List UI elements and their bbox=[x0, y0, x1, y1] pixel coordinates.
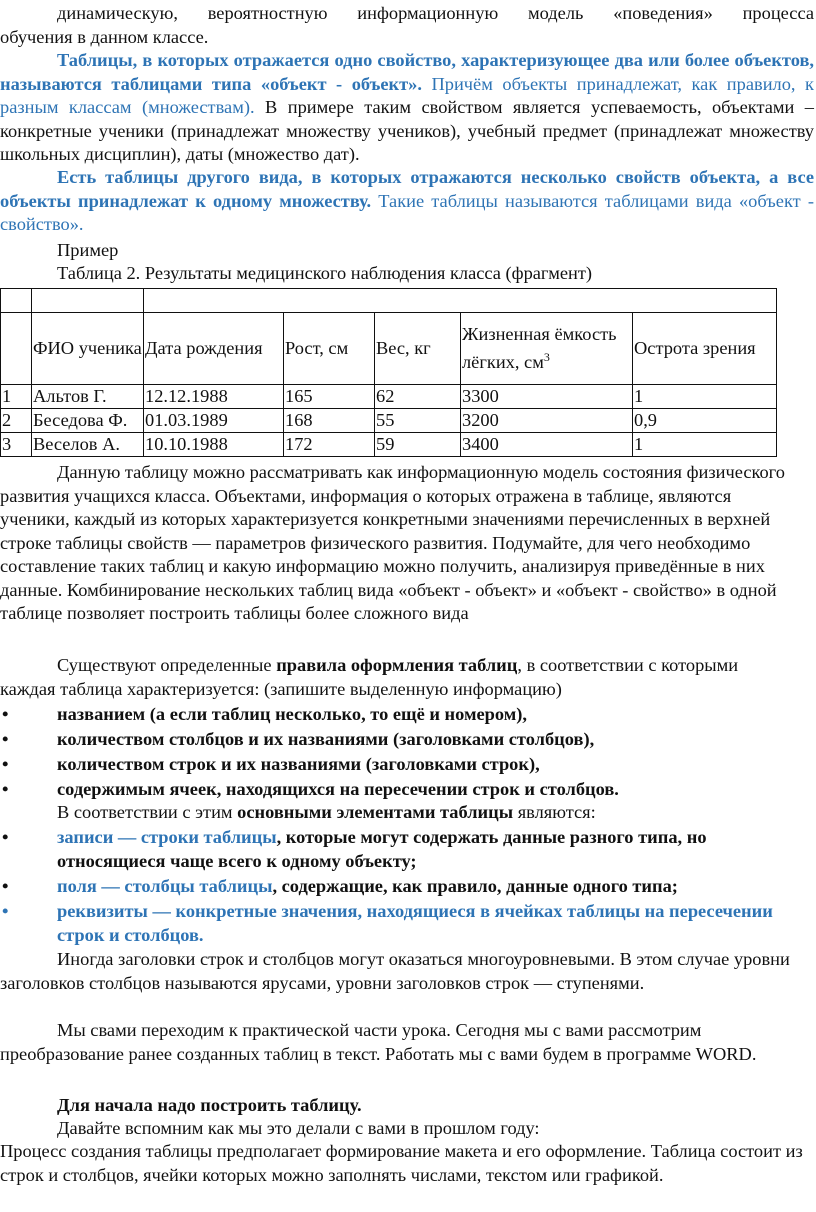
list-item: • названием (а если таблиц несколько, то ещё и номером), bbox=[0, 703, 816, 727]
table-row: 2 Беседова Ф. 01.03.1989 168 55 3200 0,9 bbox=[1, 409, 777, 433]
table-row: 3 Веселов А. 10.10.1988 172 59 3400 1 bbox=[1, 433, 777, 457]
header-cell: ФИО ученика bbox=[32, 313, 144, 385]
heading-build-table: Для начала надо построить таблицу. bbox=[57, 1095, 362, 1115]
paragraph-table-creation: Процесс создания таблицы предполагает формирование макета и его оформление. Таблица состоит из строк и столбцов, ячейки которых можно заполнять числами, текстом или графикой. bbox=[0, 1141, 803, 1185]
bullet-icon: • bbox=[2, 729, 9, 749]
paragraph-table-rules: Существуют определенные правила оформления таблиц, в соответствии с которыми каждая таблица характеризуется: (запишите выделенную информацию) bbox=[0, 655, 739, 699]
term-fields: поля — столбцы таблицы bbox=[57, 876, 273, 896]
table-row: 1 Альтов Г. 12.12.1988 165 62 3300 1 bbox=[1, 385, 777, 409]
bullet-icon: • bbox=[2, 827, 9, 847]
list-item bbox=[0, 900, 816, 947]
paragraph-object-object: Таблицы, в которых отражается одно свойство, характеризующее два или более объектов, называются таблицами типа «объект - объект». Причём объекты принадлежат, как правило, к разным классам (множествам). В примере таким свойством является успеваемость, объектами – конкретные ученики (принадлежат множеству учеников), учебный предмет (принадлежат множеству школьных дисциплин), даты (множество дат). bbox=[0, 50, 814, 164]
bullet-icon: • bbox=[2, 876, 9, 896]
bullet-icon: • bbox=[2, 754, 9, 774]
header-cell bbox=[1, 313, 32, 385]
header-cell: Рост, см bbox=[284, 313, 375, 385]
rules-term: правила оформления таблиц bbox=[276, 655, 518, 675]
bullet-icon: • bbox=[2, 901, 9, 921]
note-object-property: Такие таблицы называются таблицами вида «объект - свойство». bbox=[0, 190, 814, 234]
header-cell: Вес, кг bbox=[375, 313, 461, 385]
paragraph-object-property bbox=[0, 166, 814, 237]
bullet-icon: • bbox=[2, 779, 9, 799]
term-records: записи — строки таблицы bbox=[57, 827, 277, 847]
main-elements-term: основными элементами таблицы bbox=[237, 802, 514, 822]
list-item: • поля — столбцы таблицы, содержащие, как правило, данные одного типа; bbox=[0, 875, 816, 899]
medical-observation-table bbox=[0, 288, 777, 457]
paragraph-multilevel-headers: Иногда заголовки строк и столбцов могут оказаться многоуровневыми. В этом случае уровни заголовков столбцов называются ярусами, уровни заголовков строк — ступенями. bbox=[0, 949, 790, 993]
header-cell: Острота зрения bbox=[633, 313, 777, 385]
paragraph-main-elements: В соответствии с этим основными элементами таблицы являются: bbox=[57, 802, 596, 822]
table-header-row bbox=[1, 313, 777, 385]
bullet-icon: • bbox=[2, 704, 9, 724]
term-requisites: реквизиты — конкретные значения, находящиеся в ячейках таблицы на пересечении строк и столбцов. bbox=[57, 901, 773, 945]
header-cell: Дата рождения bbox=[144, 313, 284, 385]
paragraph-table-analysis: Данную таблицу можно рассматривать как информационную модель состояния физического развития учащихся класса. Объектами, информация о которых отражена в таблице, являются ученики, каждый из которых характеризуется конкретными значениями перечисленных в верхней строке таблицы свойств — параметров физического развития. Подумайте, для чего необходимо составление таких таблиц и какую информацию можно получить, анализируя приведённые в них данные. Комбинирование нескольких таблиц вида «объект - объект» и «объект - свойство» в одной таблице позволяет построить таблицы более сложного вида bbox=[0, 462, 785, 623]
definition-object-property: Есть таблицы другого вида, в которых отражаются несколько свойств объекта, а все объекты принадлежат к одному множеству. bbox=[0, 167, 814, 211]
list-item: • количеством столбцов и их названиями (заголовками столбцов), bbox=[0, 728, 816, 752]
list-item: • записи — строки таблицы, которые могут содержать данные разного типа, но относящиеся чаще всего к одному объекту; bbox=[2, 827, 707, 871]
table-empty-row bbox=[1, 289, 777, 313]
list-item: • количеством строк и их названиями (заголовками строк), bbox=[0, 753, 816, 777]
paragraph-recall: Давайте вспомним как мы это делали с вами в прошлом году: bbox=[57, 1118, 540, 1138]
paragraph-practical-part: Мы свами переходим к практической части урока. Сегодня мы с вами рассмотрим преобразование ранее созданных таблиц в текст. Работать мы с вами будем в программе WORD. bbox=[0, 1020, 757, 1064]
table-caption: Таблица 2. Результаты медицинского наблюдения класса (фрагмент) bbox=[57, 263, 593, 283]
note-classes: Причём объекты принадлежат, как правило, к разным классам (множествам). bbox=[0, 73, 814, 117]
paragraph-intro: динамическую, вероятностную информационную модель «поведения» процесса обучения в данном классе. bbox=[0, 3, 814, 47]
definition-object-object: Таблицы, в которых отражается одно свойство, характеризующее два или более объектов, называются таблицами типа «объект - объект». bbox=[0, 50, 814, 94]
list-item: • содержимым ячеек, находящихся на пересечении строк и столбцов. bbox=[0, 778, 816, 802]
header-cell: Жизненная ёмкость лёгких, $см^3$ bbox=[461, 313, 633, 385]
example-label: Пример bbox=[57, 240, 119, 260]
